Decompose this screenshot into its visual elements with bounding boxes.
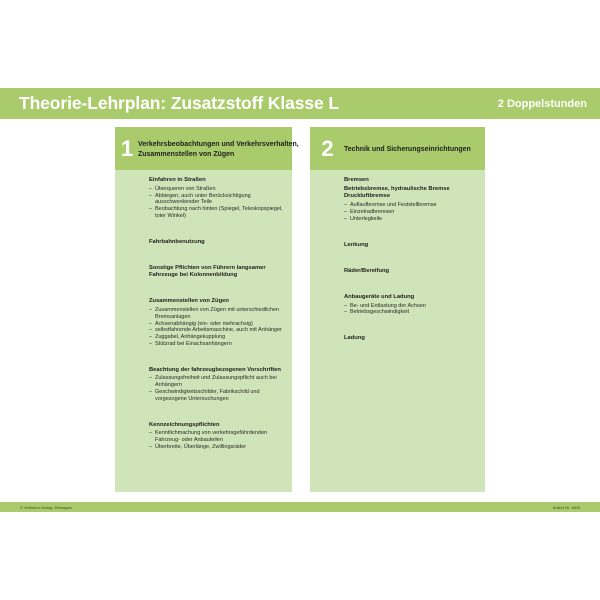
section-title: Sonstige Pflichten von Führern langsamer Fahrzeuge bei Kolonnenbildung	[149, 264, 266, 279]
panel-title: Technik und Sicherungseinrichtungen	[344, 143, 471, 153]
section-title: Anbaugeräte und Ladung	[344, 293, 415, 300]
panel-2-header	[310, 127, 485, 170]
title-band	[0, 88, 600, 119]
section-title: Beachtung der fahrzeugbezogenen Vorschriften	[149, 366, 281, 373]
section	[149, 177, 286, 220]
list-item: – Achsenabhängig (ein- oder mehrachsig)	[149, 321, 286, 328]
section	[149, 422, 286, 451]
panel-title: Verkehrsbeobachtungen und Verkehrsverhalten, Zusammenstellen von Zügen	[138, 138, 299, 158]
panel-number: 1	[121, 135, 134, 161]
section	[149, 265, 286, 279]
list-item: – Zuggabel, Anhängekupplung	[149, 334, 286, 341]
panel-number: 2	[321, 135, 334, 161]
section-title: Fahrbahnbenutzung	[149, 238, 205, 245]
panel-2	[310, 127, 485, 492]
section-title: Einfahren in Straßen	[149, 177, 206, 183]
duration-label: 2 Doppelstunden	[497, 97, 587, 110]
list-item: – Zulassungsfreiheit und Zulassungspflicht auch bei Anhängern	[149, 375, 286, 389]
section-subtitle: Betriebsbremse, hydraulische Bremse Druckluftbremse	[344, 186, 450, 200]
section-title: Bremsen	[344, 177, 369, 183]
list-item: – Kenntlichmachung von verkehrsgefährdenden Fahrzeug- oder Anbauteilen	[149, 430, 286, 444]
section	[344, 268, 479, 275]
footer-band	[0, 502, 600, 512]
section-title: Lenkung	[344, 241, 369, 248]
panel-1	[115, 127, 299, 492]
section	[149, 367, 286, 403]
list-item: – Geschwindigkeitsschilder, Fabrikschild und vorgezogene Untersuchungen	[149, 389, 286, 403]
panel-1-header	[115, 127, 299, 170]
section-title: Räder/Bereifung	[344, 267, 390, 274]
section	[344, 177, 479, 223]
section	[344, 242, 479, 249]
panel-2-body	[310, 170, 485, 342]
list-item: – Überbreite, Überlänge, Zwillingsräder	[149, 444, 286, 451]
list-item: – Stützrad bei Einachsanhängern	[149, 341, 286, 348]
list-item: – Beobachtung nach hinten (Spiegel, Teleskopspiegel, toter Winkel)	[149, 206, 286, 220]
list-item: – Einzelradbremsen	[344, 209, 479, 216]
list-item: – selbstfahrende Arbeitsmaschine, auch mit Anhänger	[149, 327, 286, 334]
section-title: Zusammenstellen von Zügen	[149, 298, 229, 305]
list-item: – Abbiegen, auch unter Berücksichtigung ausschwenkender Teile	[149, 193, 286, 207]
section-title: Ladung	[344, 335, 365, 342]
copyright: © Verkehrs-Verlag, Remagen	[20, 504, 73, 510]
section	[149, 298, 286, 347]
page-title: Theorie-Lehrplan: Zusatzstoff Klasse L	[19, 93, 339, 113]
section	[344, 335, 479, 342]
section	[149, 239, 286, 246]
section-title: Kennzeichnungspflichten	[149, 421, 220, 428]
section	[344, 294, 479, 316]
list-item: – Unterlegkeile	[344, 216, 479, 223]
list-item: – Zusammenstellen von Zügen mit unterschiedlichen Bremsanlagen	[149, 307, 286, 321]
list-item: – Überqueren von Straßen	[149, 186, 286, 193]
panel-1-body	[115, 170, 292, 451]
list-item: – Be- und Entlastung der Achsen	[344, 303, 479, 310]
article-number: Artikel Nr. 1605	[552, 504, 580, 510]
list-item: – Betriebsgeschwindigkeit	[344, 309, 479, 316]
list-item: – Auflaufbremse und Feststellbremse	[344, 202, 479, 209]
